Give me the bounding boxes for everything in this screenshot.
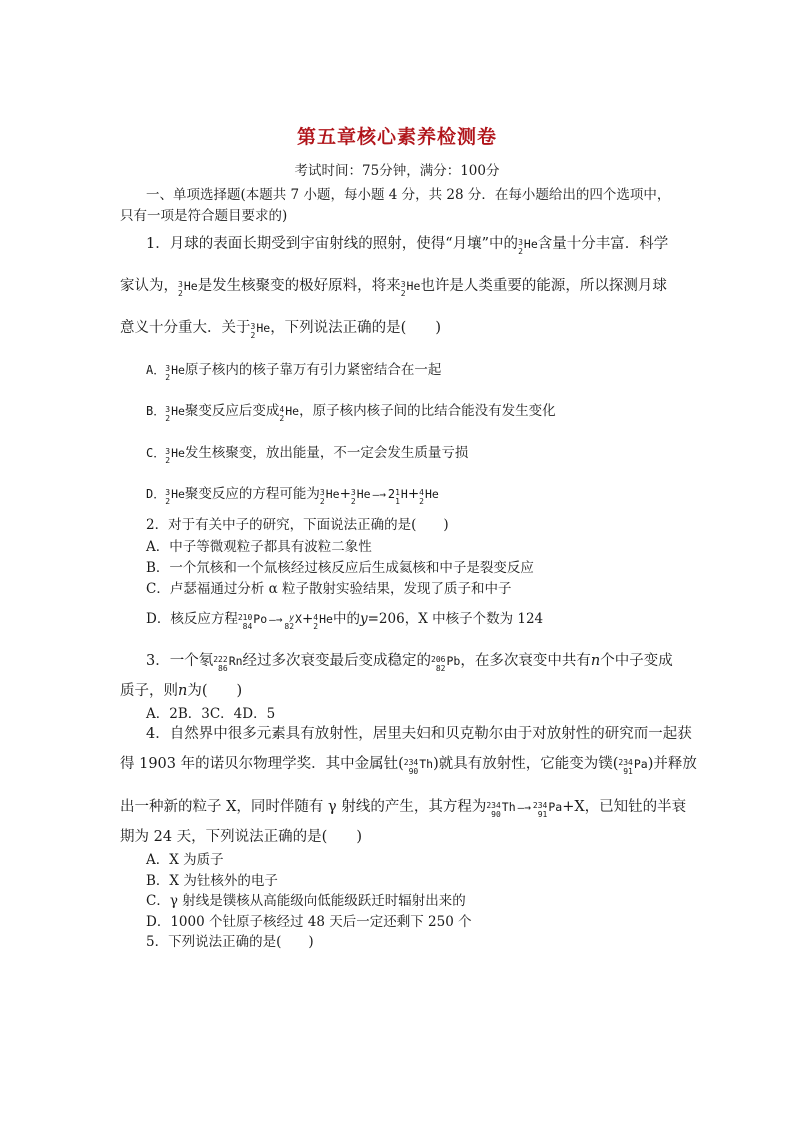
he3-nuclide: 3 2 He [178,279,198,298]
he3-nuclide: 3 2 He [518,237,538,256]
q1-option-b: B． 3 2 He 聚变反应后变成 4 2 He ，原子核内核子间的比结合能没有发生变化 [146,399,556,427]
he3-nuclide: 3 2 He [400,279,421,298]
he3-nuclide: 3 2 He [250,321,271,340]
q4-line3: 出一种新的粒子 X，同时伴随有 γ 射线的产生，其方程为 234 90 Th —→ 234 91 Pa +X，已知钍的半衰 [120,799,687,819]
q3-options: A．2B．3C．4D．5 [146,706,276,722]
q2-stem: 2．对于有关中子的研究，下面说法正确的是( ) [146,517,449,533]
q2-option-c: C．卢瑟福通过分析 α 粒子散射实验结果，发现了质子和中子 [146,581,512,597]
q1-line2: 家认为， 3 2 He 是发生核聚变的极好原料，将来 3 2 He 也许是人类重要的能源，所以探测月球 [120,274,667,302]
q5-stem: 5．下列说法正确的是( ) [146,934,314,950]
section-heading-line2: 只有一项是符合题目要求的) [120,208,288,224]
h1-nuclide: 1 1 H [395,487,408,506]
page-title: 第五章核心素养检测卷 [296,126,497,148]
th-nuclide: 234 90 Th [403,757,434,776]
section-heading-line1: 一、单项选择题(本题共 7 小题，每小题 4 分，共 28 分．在每小题给出的四个选项中， [146,187,671,203]
rn-nuclide: 222 86 Rn [213,654,243,673]
q2-option-b: B．一个氘核和一个氚核经过核反应后生成氦核和中子是裂变反应 [146,560,534,576]
q1-option-d: D． 3 2 He 聚变反应的方程可能为 3 2 He + 3 2 He —→ 2 1 1 H + 4 2 He [146,482,439,510]
q2-option-a: A．中子等微观粒子都具有波粒二象性 [146,539,372,555]
q1-line1: 1．月球的表面长期受到宇宙射线的照射，使得“月壤”中的 3 2 He 含量十分丰富．科学 [146,232,668,260]
reaction-arrow: —→ [372,488,386,501]
he4-nuclide: 4 2 He [279,404,300,423]
q1-line3: 意义十分重大．关于 3 2 He ，下列说法正确的是( ) [120,316,441,344]
pb-nuclide: 206 82 Pb [431,654,461,673]
exam-meta: 考试时间：75分钟，满分：100分 [294,163,500,179]
q4-option-b: B．X 为钍核外的电子 [146,873,278,889]
x-nuclide: y 82 X [284,612,302,631]
q4-option-c: C．γ 射线是镤核从高能级向低能级跃迁时辐射出来的 [146,893,466,909]
q4-option-a: A．X 为质子 [146,852,224,868]
q1-option-a: A． 3 2 He 原子核内的核子靠万有引力紧密结合在一起 [146,362,442,382]
q4-line2: 得 1903 年的诺贝尔物理学奖．其中金属钍( 234 90 Th )就具有放射性，它能变为镤( 234 91 Pa )并释放 [120,752,697,780]
q1-option-c: C． 3 2 He 发生核聚变，放出能量，不一定会发生质量亏损 [146,445,469,465]
q3-line1: 3．一个氡 222 86 Rn 经过多次衰变最后变成稳定的 206 82 Pb ，在多次衰变中共有n个中子变成 [146,649,673,677]
q4-option-d: D．1000 个钍原子核经过 48 天后一定还剩下 250 个 [146,914,472,930]
q3-line2: 质子，则n为( ) [120,683,243,699]
q4-line4: 期为 24 天，下列说法正确的是( ) [120,829,362,845]
q4-line1: 4．自然界中很多元素具有放射性，居里夫妇和贝克勒尔由于对放射性的研究而一起获 [146,726,692,742]
pa-nuclide: 234 91 Pa [618,757,648,776]
po-nuclide: 210 84 Po [237,612,268,631]
q2-option-d: D．核反应方程 210 84 Po —→ y 82 X + 4 2 He 中的y=206，X 中核子个数为 124 [146,607,543,635]
